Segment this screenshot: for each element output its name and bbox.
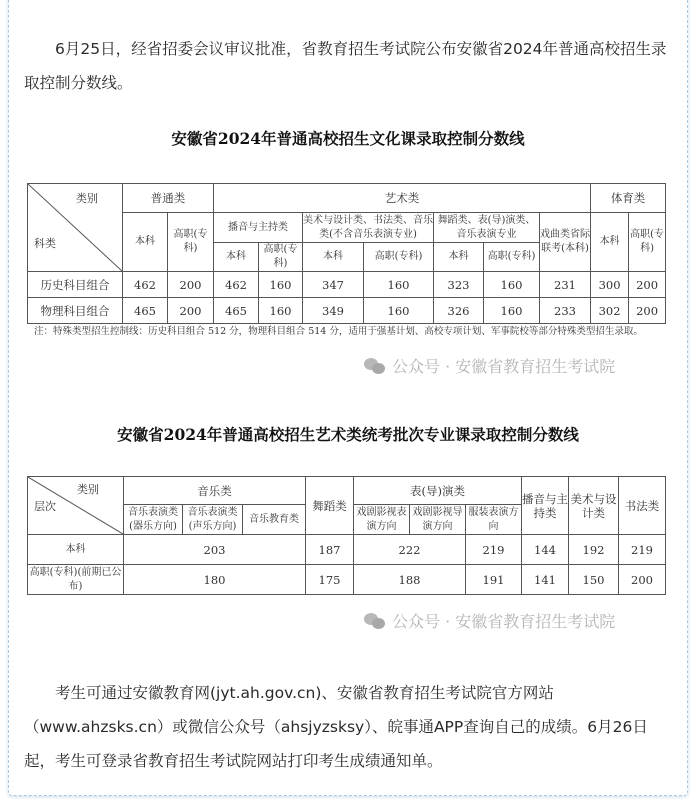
music-sub-instrument: 音乐表演类(器乐方向): [124, 505, 183, 535]
score-cell: 160: [484, 272, 540, 298]
score-cell: 191: [466, 565, 522, 595]
score-cell: 150: [569, 565, 619, 595]
header-gaozhi: 高职(专科): [168, 213, 214, 272]
header-gaozhi: 高职(专科): [484, 243, 540, 272]
score-cell: 203: [124, 535, 306, 565]
score-cell: 462: [214, 272, 259, 298]
score-cell: 233: [540, 298, 591, 324]
corner-bottom-label: 层次: [34, 500, 56, 513]
score-cell: 160: [259, 272, 303, 298]
art-score-table: [27, 476, 666, 595]
group-tiyu: 体育类: [591, 184, 666, 213]
music-sub-education: 音乐教育类: [243, 505, 306, 535]
header-benke: 本科: [303, 243, 364, 272]
subgroup-meishu: 美术与设计类、书法类、音乐类(不含音乐表演专业): [303, 213, 434, 243]
watermark: [364, 609, 615, 632]
subgroup-boyin: 播音与主持类: [214, 213, 303, 243]
cultural-score-table: [27, 183, 666, 324]
score-cell: 144: [522, 535, 569, 565]
score-cell: 160: [259, 298, 303, 324]
score-cell: 200: [629, 272, 666, 298]
group-acting: 表(导)演类: [354, 477, 522, 505]
score-cell: 160: [364, 298, 434, 324]
score-cell: 231: [540, 272, 591, 298]
score-cell: 200: [619, 565, 666, 595]
group-yishu: 艺术类: [214, 184, 591, 213]
table-row: [28, 298, 666, 324]
score-cell: 326: [434, 298, 484, 324]
outro-paragraph: 考生可通过安徽教育网(jyt.ah.gov.cn)、安徽省教育招生考试院官方网站（www.ahzsks.cn）或微信公众号（ahsjyzsksy）、皖事通APP查询自己的成绩。6月26日起，考生可登录省教育招生考试院网站打印考生成绩通知单。: [24, 684, 648, 770]
group-dance: 舞蹈类: [306, 477, 354, 535]
group-art: 美术与设计类: [569, 477, 619, 535]
table1-note: 注：特殊类型招生控制线：历史科目组合 512 分，物理科目组合 514 分，适用于强基计划、高校专项计划、军事院校等部分特殊类型招生录取。: [34, 326, 643, 337]
row-label: 高职(专科)(前期已公布): [28, 565, 124, 595]
score-cell: 200: [168, 298, 214, 324]
group-music: 音乐类: [124, 477, 306, 505]
corner-header: [28, 477, 124, 535]
score-cell: 349: [303, 298, 364, 324]
header-benke: 本科: [591, 213, 629, 272]
score-cell: 323: [434, 272, 484, 298]
score-cell: 180: [124, 565, 306, 595]
acting-sub-fashion: 服装表演方向: [466, 505, 522, 535]
row-label: 本科: [28, 535, 124, 565]
group-putong: 普通类: [123, 184, 214, 213]
header-benke: 本科: [214, 243, 259, 272]
header-benke: 本科: [123, 213, 168, 272]
score-cell: 200: [629, 298, 666, 324]
watermark-text: 公众号 · 安徽省教育招生考试院: [392, 357, 616, 376]
watermark-text: 公众号 · 安徽省教育招生考试院: [392, 612, 616, 631]
row-label: 物理科目组合: [28, 298, 123, 324]
wechat-icon: [364, 358, 386, 374]
table-row: [28, 272, 666, 298]
table-row: [28, 535, 666, 565]
table-row: [28, 565, 666, 595]
group-broadcast: 播音与主持类: [522, 477, 569, 535]
score-cell: 302: [591, 298, 629, 324]
score-cell: 160: [364, 272, 434, 298]
score-cell: 465: [214, 298, 259, 324]
score-cell: 175: [306, 565, 354, 595]
corner-top-label: 类别: [77, 483, 99, 496]
music-sub-vocal: 音乐表演类(声乐方向): [183, 505, 243, 535]
row-label: 历史科目组合: [28, 272, 123, 298]
header-benke: 本科: [434, 243, 484, 272]
header-gaozhi: 高职(专科): [259, 243, 303, 272]
subgroup-wudao: 舞蹈类、表(导)演类、音乐表演专业: [434, 213, 540, 243]
corner-header: [28, 184, 123, 272]
score-cell: 200: [168, 272, 214, 298]
table1-title: 安徽省2024年普通高校招生文化课录取控制分数线: [171, 129, 525, 148]
table2-title: 安徽省2024年普通高校招生艺术类统考批次专业课录取控制分数线: [117, 425, 579, 444]
score-cell: 188: [354, 565, 466, 595]
score-cell: 222: [354, 535, 466, 565]
corner-bottom-label: 科类: [34, 237, 56, 250]
score-cell: 187: [306, 535, 354, 565]
score-cell: 465: [123, 298, 168, 324]
corner-top-label: 类别: [76, 192, 98, 205]
watermark: [364, 354, 615, 377]
score-cell: 192: [569, 535, 619, 565]
score-cell: 347: [303, 272, 364, 298]
group-calligraphy: 书法类: [619, 477, 666, 535]
score-cell: 160: [484, 298, 540, 324]
acting-sub-performance: 戏剧影视表演方向: [354, 505, 410, 535]
subgroup-xiqu: 戏曲类省际联考(本科): [540, 213, 591, 272]
wechat-icon: [364, 613, 386, 629]
score-cell: 462: [123, 272, 168, 298]
header-gaozhi: 高职(专科): [364, 243, 434, 272]
score-cell: 141: [522, 565, 569, 595]
acting-sub-directing: 戏剧影视导演方向: [410, 505, 466, 535]
intro-paragraph: 6月25日，经省招委会议审议批准，省教育招生考试院公布安徽省2024年普通高校招生录取控制分数线。: [24, 40, 667, 92]
score-cell: 300: [591, 272, 629, 298]
header-gaozhi: 高职(专科): [629, 213, 666, 272]
score-cell: 219: [466, 535, 522, 565]
score-cell: 219: [619, 535, 666, 565]
